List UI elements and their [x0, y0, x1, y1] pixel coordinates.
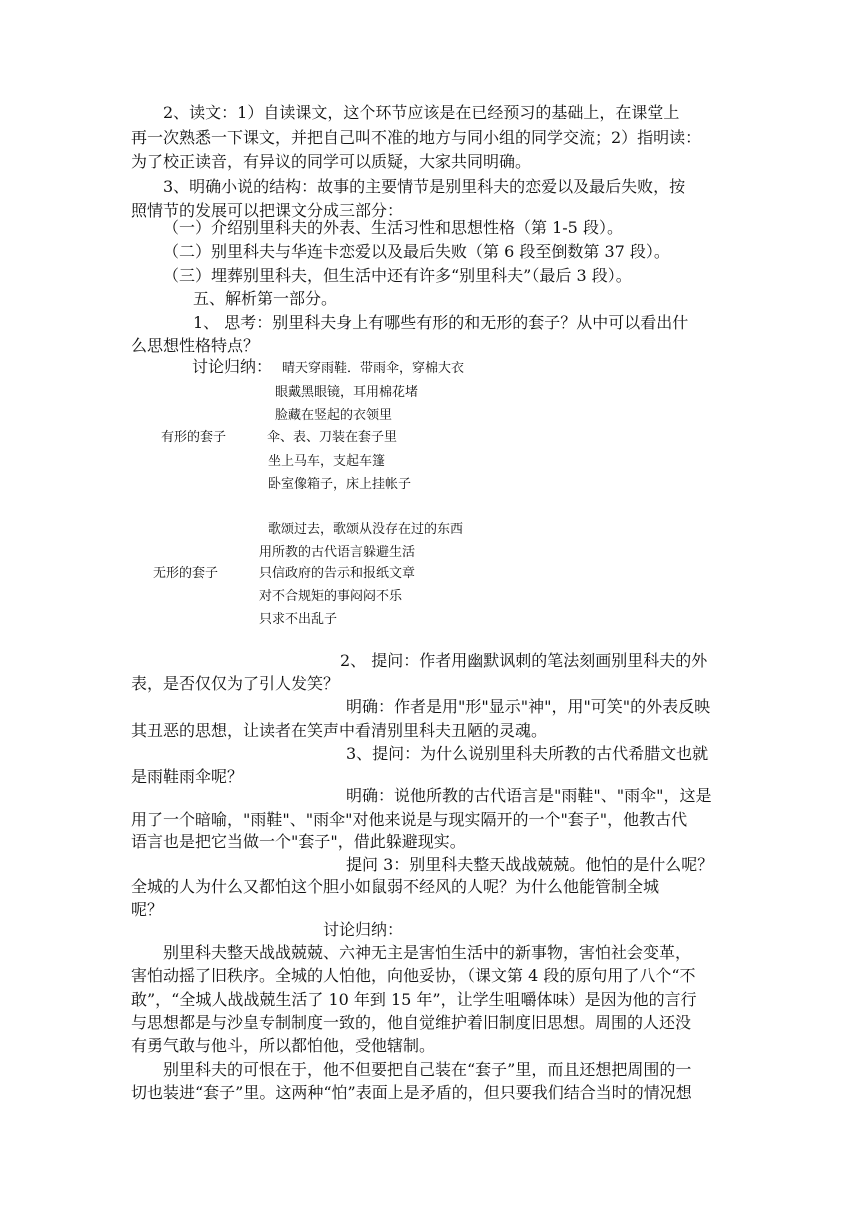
invisible-label: 无形的套子	[153, 566, 219, 581]
text-line: 明确：说他所教的古代语言是"雨鞋"、"雨伞"，这是	[346, 786, 712, 805]
text-line: 用了一个暗喻，"雨鞋"、"雨伞"对他来说是与现实隔开的一个"套子"，他教古代	[131, 810, 688, 829]
text-line: （二）别里科夫与华连卡恋爱以及最后失败（第 6 段至倒数第 37 段）。	[163, 242, 670, 261]
text-line: 表，是否仅仅为了引人发笑？	[131, 674, 340, 693]
text-line: 2、 提问：作者用幽默讽刺的笔法刻画别里科夫的外	[340, 651, 708, 670]
summary-heading: 讨论归纳：	[323, 920, 404, 939]
visible-item: 眼戴黑眼镜，耳用棉花堵	[275, 385, 419, 400]
invisible-item: 用所教的古代语言躲避生活	[259, 545, 416, 560]
text-line: 其丑恶的思想，让读者在笑声中看清别里科夫丑陋的灵魂。	[131, 721, 548, 740]
text-line: 全城的人为什么又都怕这个胆小如鼠弱不经风的人呢？为什么他能管制全城	[131, 877, 660, 896]
text-line: 提问 3：别里科夫整天战战兢兢。他怕的是什么呢？	[346, 855, 714, 874]
text-line: 再一次熟悉一下课文，并把自己叫不准的地方与同小组的同学交流；2）指明读：	[131, 128, 702, 147]
text-line: （三）埋葬别里科夫，但生活中还有许多“别里科夫”（最后 3 段）。	[163, 266, 632, 285]
visible-item: 脸藏在竖起的衣领里	[275, 408, 393, 423]
visible-item: 晴天穿雨鞋．带雨伞，穿棉大衣	[282, 361, 465, 376]
visible-item: 伞、表、刀装在套子里	[267, 430, 398, 445]
text-line: 与思想都是与沙皇专制制度一致的，他自觉维护着旧制度旧思想。周围的人还没	[131, 1013, 692, 1032]
text-line: 别里科夫的可恨在于，他不但要把自己装在“套子”里，而且还想把周围的一	[163, 1060, 692, 1079]
text-line: 敢”，“全城人战战兢生活了 10 年到 15 年”，让学生咀嚼体味）是因为他的言行	[131, 990, 697, 1009]
invisible-item: 对不合规矩的事闷闷不乐	[259, 589, 403, 604]
text-line: 2、读文：1）自读课文，这个环节应该是在已经预习的基础上，在课堂上	[163, 103, 680, 122]
text-line: 害怕动摇了旧秩序。全城的人怕他，向他妥协，（课文第 4 段的原句用了八个“不	[131, 966, 696, 985]
invisible-item: 歌颂过去，歌颂从没存在过的东西	[268, 522, 464, 537]
text-line: 呢？	[131, 900, 164, 919]
invisible-item: 只求不出乱子	[259, 612, 338, 627]
visible-item: 卧室像箱子，床上挂帐子	[268, 477, 412, 492]
text-line: 为了校正读音，有异议的同学可以质疑，大家共同明确。	[131, 152, 532, 171]
text-line: 么思想性格特点？	[131, 336, 260, 355]
text-line: 3、提问：为什么说别里科夫所教的古代希腊文也就	[346, 744, 709, 763]
text-line: 语言也是把它当做一个"套子"，借此躲避现实。	[131, 832, 466, 851]
text-line: （一）介绍别里科夫的外表、生活习性和思想性格（第 1-5 段）。	[163, 218, 623, 237]
text-line: 有勇气敢与他斗，所以都怕他，受他辖制。	[131, 1036, 436, 1055]
visible-label: 有形的套子	[161, 430, 227, 445]
section-heading: 五、解析第一部分。	[193, 289, 338, 308]
text-line: 别里科夫整天战战兢兢、六神无主是害怕生活中的新事物，害怕社会变革，	[163, 943, 692, 962]
discussion-heading: 讨论归纳：	[192, 357, 273, 376]
text-line: 明确：作者是用"形"显示"神"，用"可笑"的外表反映	[346, 697, 711, 716]
text-line: 照情节的发展可以把课文分成三部分：	[131, 201, 404, 220]
text-line: 1、 思考：别里科夫身上有哪些有形的和无形的套子？从中可以看出什	[193, 313, 689, 332]
visible-item: 坐上马车，支起车篷	[268, 454, 386, 469]
invisible-item: 只信政府的告示和报纸文章	[259, 566, 416, 581]
text-line: 是雨鞋雨伞呢？	[131, 767, 244, 786]
text-line: 切也装进“套子”里。这两种“怕”表面上是矛盾的，但只要我们结合当时的情况想	[131, 1083, 692, 1102]
text-line: 3、明确小说的结构：故事的主要情节是别里科夫的恋爱以及最后失败，按	[163, 177, 686, 196]
